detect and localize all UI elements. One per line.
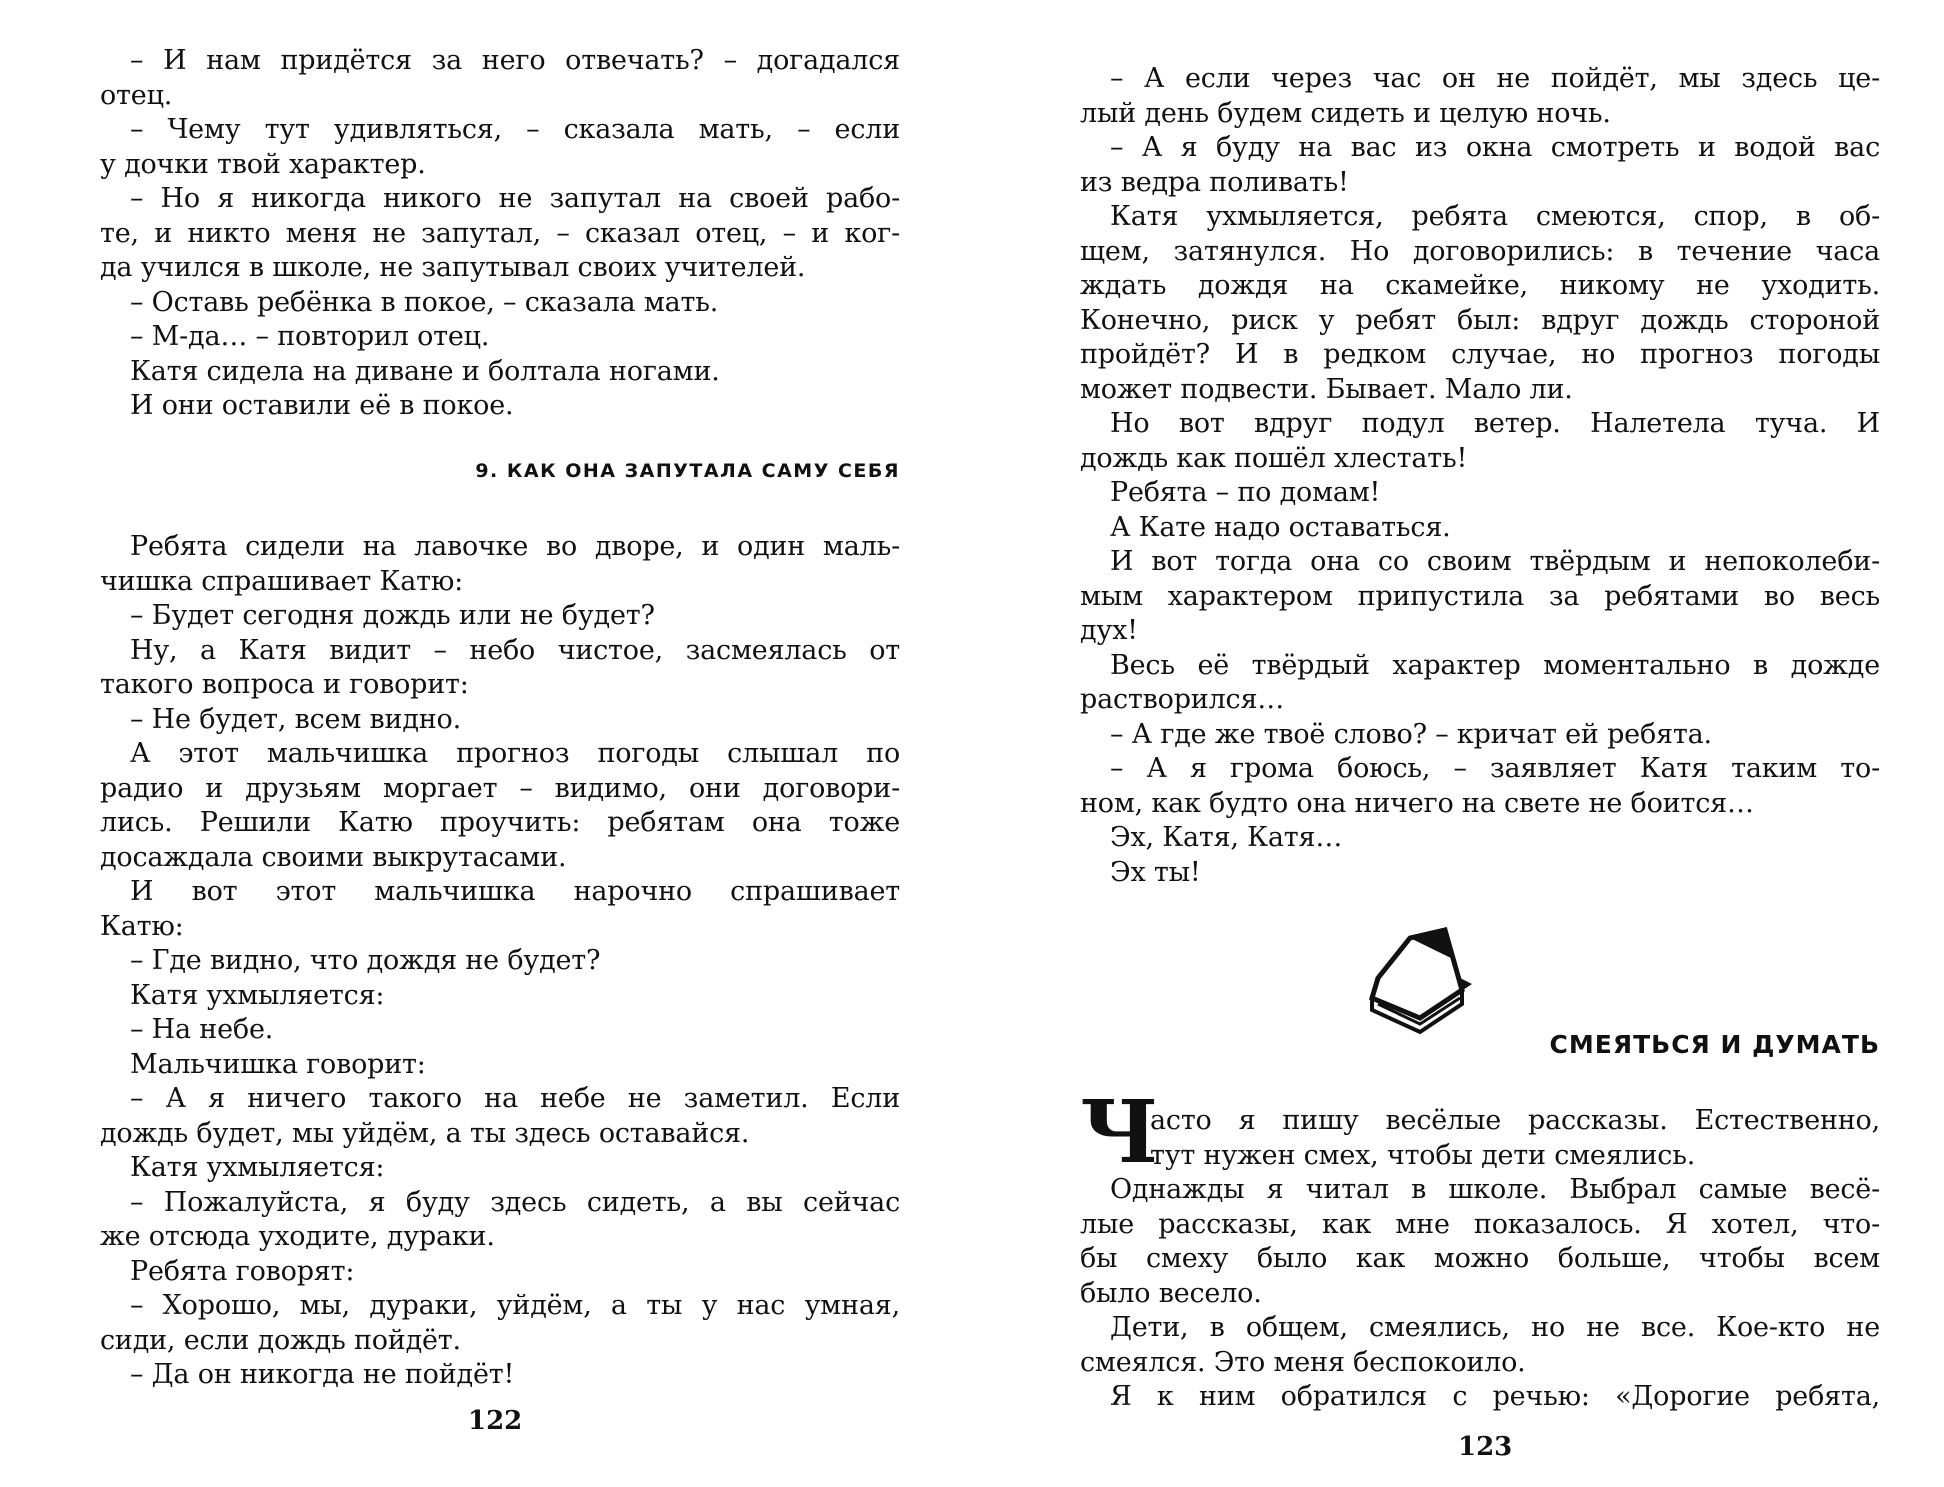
text-line: Ребята сидели на лавочке во дворе, и один маль- bbox=[130, 531, 900, 562]
text-line: – И нам придётся за него отвечать? – догадался bbox=[130, 45, 900, 76]
text-line: тут нужен смех, чтобы дети смеялись. bbox=[1150, 1139, 1696, 1171]
text-line: лый день будем сидеть и целую ночь. bbox=[1080, 97, 1611, 129]
text-line: И вот этот мальчишка нарочно спрашивает bbox=[130, 876, 900, 907]
text-line: – Пожалуйста, я буду здесь сидеть, а вы сейчас bbox=[130, 1186, 900, 1218]
text-line: у дочки твой характер. bbox=[100, 148, 426, 180]
text-line: может подвести. Бывает. Мало ли. bbox=[1080, 373, 1573, 405]
text-line: сиди, если дождь пойдёт. bbox=[100, 1324, 461, 1356]
text-line: дождь будет, мы уйдём, а ты здесь оставайся. bbox=[100, 1117, 750, 1149]
text-line: Я к ним обратился с речью: «Дорогие ребята, bbox=[1110, 1381, 1880, 1412]
text-line: – Не будет, всем видно. bbox=[130, 703, 461, 735]
text-line: – Чему тут удивляться, – сказала мать, – если bbox=[130, 114, 900, 145]
text-line: да учился в школе, не запутывал своих учителей. bbox=[100, 252, 806, 283]
text-line: щем, затянулся. Но договорились: в течение часа bbox=[1080, 235, 1880, 267]
text-line: Катя ухмыляется: bbox=[130, 979, 385, 1011]
text-line: Эх, Катя, Катя… bbox=[1110, 822, 1343, 853]
text-line: Дети, в общем, смеялись, но не все. Кое-кто не bbox=[1110, 1312, 1880, 1343]
text-line: мым характером припустила за ребятами во весь bbox=[1080, 580, 1880, 612]
text-line: – А я ничего такого на небе не заметил. Если bbox=[130, 1083, 900, 1114]
text-line: – Да он никогда не пойдёт! bbox=[130, 1359, 515, 1390]
text-line: асто я пишу весёлые рассказы. Естественно, bbox=[1150, 1105, 1880, 1136]
text-line: Ребята – по домам! bbox=[1110, 477, 1381, 508]
text-line: Весь её твёрдый характер моментально в дожде bbox=[1110, 649, 1880, 681]
text-line: – А я грома боюсь, – заявляет Катя таким то- bbox=[1110, 753, 1880, 784]
text-line: чишка спрашивает Катю: bbox=[100, 565, 464, 597]
chapter-heading: 9. КАК ОНА ЗАПУТАЛА САМУ СЕБЯ bbox=[475, 460, 900, 482]
text-line: – Хорошо, мы, дураки, уйдём, а ты у нас умная, bbox=[130, 1290, 900, 1321]
text-line: пройдёт? И в редком случае, но прогноз погоды bbox=[1080, 339, 1880, 370]
text-line: Катю: bbox=[100, 910, 184, 942]
text-line: – М-да… – повторил отец. bbox=[130, 321, 490, 352]
right-text-dropcap bbox=[1150, 1104, 1880, 1173]
section-title: СМЕЯТЬСЯ И ДУМАТЬ bbox=[1549, 1030, 1880, 1059]
right-text-bottom bbox=[1080, 1173, 1880, 1415]
text-line: Катя сидела на диване и болтала ногами. bbox=[130, 355, 720, 387]
text-line: растворился… bbox=[1080, 684, 1285, 715]
text-line: – А я буду на вас из окна смотреть и водой вас bbox=[1110, 132, 1880, 163]
text-line: отец. bbox=[100, 79, 173, 111]
text-line: же отсюда уходите, дураки. bbox=[100, 1221, 495, 1252]
text-line: дождь как пошёл хлестать! bbox=[1080, 442, 1468, 474]
text-line: Конечно, риск у ребят был: вдруг дождь стороной bbox=[1080, 304, 1880, 336]
text-line: дух! bbox=[1080, 615, 1138, 646]
text-line: ждать дождя на скамейке, никому не уходить. bbox=[1080, 270, 1880, 301]
text-line: – А если через час он не пойдёт, мы здесь це- bbox=[1110, 63, 1880, 94]
text-line: лись. Решили Катю проучить: ребятам она тоже bbox=[100, 807, 900, 838]
text-line: Ну, а Катя видит – небо чистое, засмеялась от bbox=[130, 634, 900, 666]
text-line: смеялся. Это меня беспокоило. bbox=[1080, 1346, 1526, 1378]
page-number-left: 122 bbox=[468, 1406, 523, 1436]
text-line: досаждала своими выкрутасами. bbox=[100, 841, 567, 873]
text-line: – Где видно, что дождя не будет? bbox=[130, 945, 601, 976]
left-text-bottom bbox=[100, 530, 900, 1393]
text-line: такого вопроса и говорит: bbox=[100, 669, 469, 700]
left-text-top bbox=[100, 44, 900, 424]
text-line: радио и друзьям моргает – видимо, они договори- bbox=[100, 772, 900, 804]
text-line: бы смеху было как можно больше, чтобы всем bbox=[1080, 1243, 1880, 1274]
text-line: из ведра поливать! bbox=[1080, 166, 1349, 198]
text-line: ном, как будто она ничего на свете не боится… bbox=[1080, 787, 1754, 819]
text-line: А Кате надо оставаться. bbox=[1110, 511, 1451, 543]
text-line: Но вот вдруг подул ветер. Налетела туча. И bbox=[1110, 408, 1880, 439]
text-line: – Но я никогда никого не запутал на своей рабо- bbox=[130, 183, 900, 214]
text-line: Ребята говорят: bbox=[130, 1255, 355, 1287]
text-line: Эх ты! bbox=[1110, 856, 1201, 888]
text-line: А этот мальчишка прогноз погоды слышал по bbox=[130, 738, 900, 769]
text-line: И вот тогда она со своим твёрдым и непоколеби- bbox=[1110, 546, 1880, 577]
text-line: – Будет сегодня дождь или не будет? bbox=[130, 600, 655, 631]
text-line: – А где же твоё слово? – кричат ей ребята. bbox=[1110, 718, 1712, 750]
text-line: было весело. bbox=[1080, 1277, 1262, 1309]
text-line: Мальчишка говорит: bbox=[130, 1048, 426, 1080]
text-line: И они оставили её в покое. bbox=[130, 390, 514, 421]
text-line: – Оставь ребёнка в покое, – сказала мать. bbox=[130, 286, 719, 318]
page-number-right: 123 bbox=[1458, 1432, 1513, 1462]
text-line: Однажды я читал в школе. Выбрал самые весё- bbox=[1110, 1174, 1880, 1205]
text-line: Катя ухмыляется, ребята смеются, спор, в об- bbox=[1110, 201, 1880, 232]
text-line: Катя ухмыляется: bbox=[130, 1152, 385, 1183]
text-line: – На небе. bbox=[130, 1014, 274, 1045]
right-text-top bbox=[1080, 62, 1880, 890]
book-icon bbox=[1350, 920, 1500, 1060]
text-line: лые рассказы, как мне показалось. Я хотел, что- bbox=[1080, 1208, 1880, 1240]
drop-cap: Ч bbox=[1080, 1082, 1159, 1183]
text-line: те, и никто меня не запутал, – сказал отец, – и ког- bbox=[100, 217, 900, 249]
